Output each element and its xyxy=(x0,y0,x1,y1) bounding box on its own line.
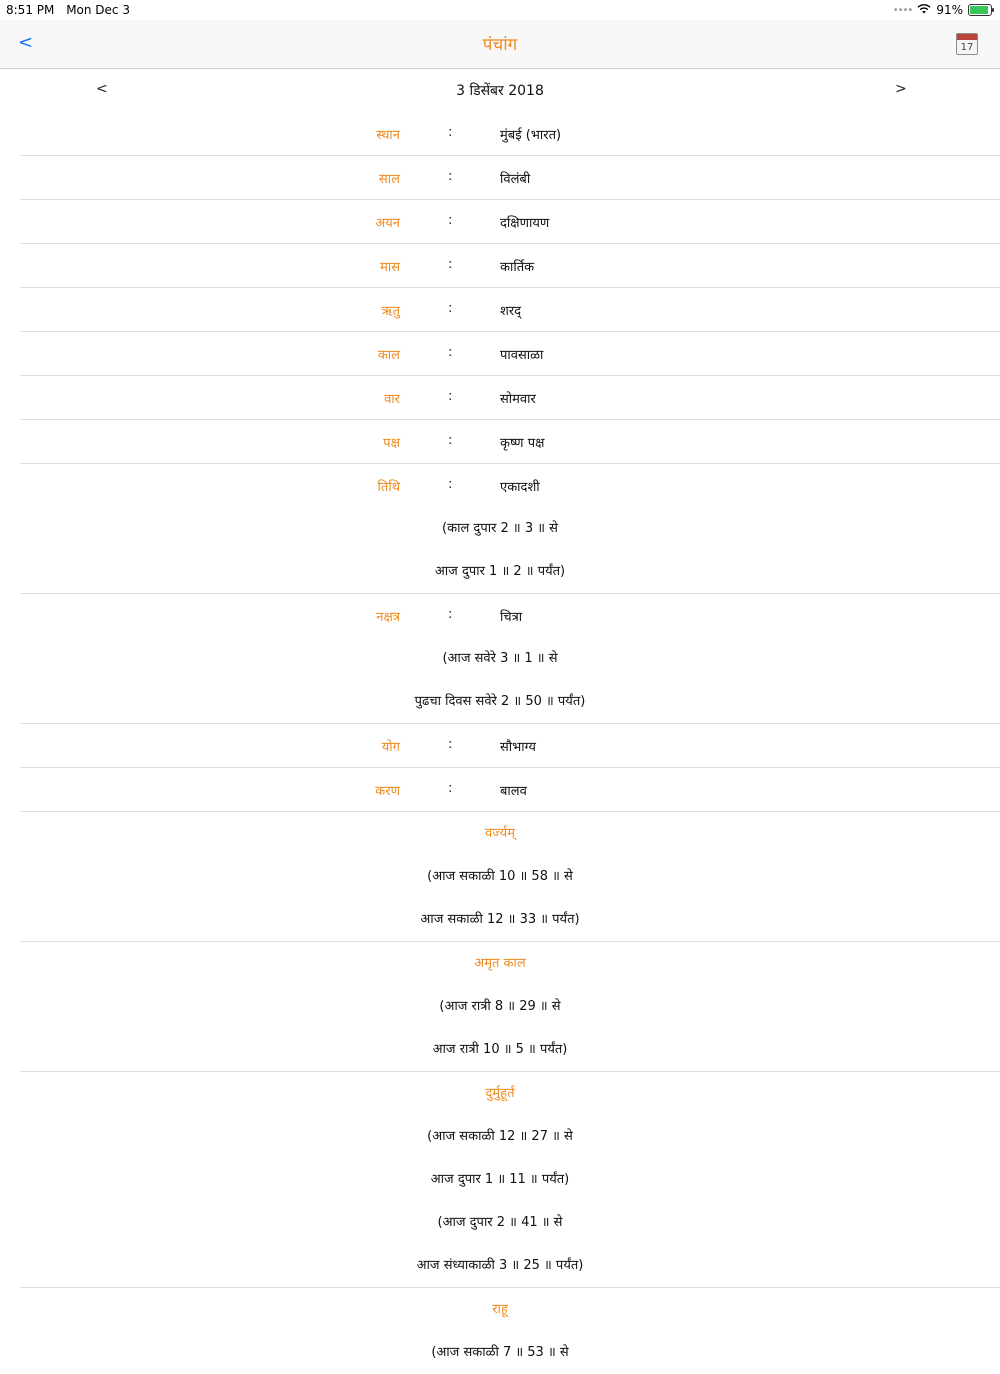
row-label: योग xyxy=(381,740,400,755)
period-amrit-kaal xyxy=(20,942,1000,1072)
row-value: एकादशी xyxy=(500,480,540,495)
row-value: कार्तिक xyxy=(500,260,535,275)
time-range-line: (आज सकाळी 7 ॥ 53 ॥ से xyxy=(431,1345,569,1360)
row-label: काल xyxy=(377,348,400,363)
row-value: चित्रा xyxy=(500,610,523,625)
row-label: करण xyxy=(375,784,400,799)
page-title: पंचांग xyxy=(482,35,518,55)
battery-percent: 91% xyxy=(936,3,963,17)
row-colon: : xyxy=(448,389,453,404)
row-paksh xyxy=(20,420,1000,464)
row-value: विलंबी xyxy=(500,172,531,187)
time-range-line: (काल दुपार 2 ॥ 3 ॥ से xyxy=(442,521,558,536)
date-navigator xyxy=(0,68,1000,112)
row-colon: : xyxy=(448,257,453,272)
status-time: 8:51 PM xyxy=(6,3,55,17)
time-range-line: (आज दुपार 2 ॥ 41 ॥ से xyxy=(437,1215,563,1230)
status-bar xyxy=(0,0,1000,20)
battery-icon xyxy=(968,4,992,16)
row-label: तिथि xyxy=(377,480,400,495)
row-label: ऋतु xyxy=(381,304,400,319)
panchang-list xyxy=(0,112,1000,1374)
calendar-icon-header xyxy=(957,34,977,40)
back-button[interactable]: < xyxy=(18,32,34,53)
time-range-line: (आज सवेरे 3 ॥ 1 ॥ से xyxy=(442,651,558,666)
row-saal xyxy=(20,156,1000,200)
row-label: साल xyxy=(379,172,400,187)
row-tithi xyxy=(20,464,1000,594)
time-range-line: आज दुपार 1 ॥ 2 ॥ पर्यंत) xyxy=(434,564,566,579)
calendar-icon-day: 17 xyxy=(960,42,974,53)
row-label: नक्षत्र xyxy=(376,610,400,625)
row-value: कृष्ण पक्ष xyxy=(500,436,545,451)
status-date: Mon Dec 3 xyxy=(66,3,130,17)
row-value: बालव xyxy=(500,784,527,799)
next-day-button[interactable]: > xyxy=(895,81,907,97)
wifi-icon xyxy=(917,3,931,17)
period-title: राहू xyxy=(492,1302,508,1317)
row-colon: : xyxy=(448,607,453,622)
time-range-line: आज सकाळी 12 ॥ 33 ॥ पर्यंत) xyxy=(420,912,580,927)
period-rahu xyxy=(20,1288,1000,1374)
row-nakshatra xyxy=(20,594,1000,724)
current-date: 3 डिसेंबर 2018 xyxy=(456,83,544,99)
row-value: शरद् xyxy=(500,304,522,319)
row-label: वार xyxy=(384,392,400,407)
row-colon: : xyxy=(448,433,453,448)
row-label: पक्ष xyxy=(383,436,400,451)
navigation-bar xyxy=(0,20,1000,69)
battery-level xyxy=(970,6,988,14)
period-durmuhurt xyxy=(20,1072,1000,1288)
period-title: अमृत काल xyxy=(474,956,526,971)
row-value: मुंबई (भारत) xyxy=(500,128,562,143)
time-range-line: आज दुपार 1 ॥ 11 ॥ पर्यंत) xyxy=(430,1172,570,1187)
time-range-line: (आज सकाळी 12 ॥ 27 ॥ से xyxy=(427,1129,573,1144)
status-left xyxy=(6,3,138,17)
row-colon: : xyxy=(448,781,453,796)
row-value: सोमवार xyxy=(500,392,536,407)
row-sthan xyxy=(20,112,1000,156)
row-value: सौभाग्य xyxy=(500,740,536,755)
row-colon: : xyxy=(448,301,453,316)
row-label: अयन xyxy=(375,216,400,231)
row-colon: : xyxy=(448,169,453,184)
period-title: दुर्मुहूर्त xyxy=(485,1086,515,1101)
row-colon: : xyxy=(448,213,453,228)
row-maas xyxy=(20,244,1000,288)
time-range-line: आज संध्याकाळी 3 ॥ 25 ॥ पर्यंत) xyxy=(416,1258,584,1273)
time-range-line: (आज रात्री 8 ॥ 29 ॥ से xyxy=(439,999,561,1014)
row-vaar xyxy=(20,376,1000,420)
status-right xyxy=(893,3,992,17)
row-colon: : xyxy=(448,345,453,360)
calendar-icon[interactable] xyxy=(956,33,978,55)
row-ritu xyxy=(20,288,1000,332)
row-yog xyxy=(20,724,1000,768)
row-label: स्थान xyxy=(376,128,400,143)
row-label: मास xyxy=(380,260,400,275)
row-value: पावसाळा xyxy=(500,348,544,363)
row-colon: : xyxy=(448,737,453,752)
previous-day-button[interactable]: < xyxy=(96,81,108,97)
period-varjyam xyxy=(20,812,1000,942)
row-colon: : xyxy=(448,477,453,492)
row-colon: : xyxy=(448,125,453,140)
time-range-line: आज रात्री 10 ॥ 5 ॥ पर्यंत) xyxy=(432,1042,568,1057)
time-range-line: पुढचा दिवस सवेरे 2 ॥ 50 ॥ पर्यंत) xyxy=(414,694,586,709)
row-kaal xyxy=(20,332,1000,376)
row-ayan xyxy=(20,200,1000,244)
period-title: वर्ज्यम् xyxy=(485,826,515,841)
row-value: दक्षिणायण xyxy=(500,216,550,231)
signal-icon: •••• xyxy=(892,4,913,16)
time-range-line: (आज सकाळी 10 ॥ 58 ॥ से xyxy=(427,869,573,884)
row-karan xyxy=(20,768,1000,812)
